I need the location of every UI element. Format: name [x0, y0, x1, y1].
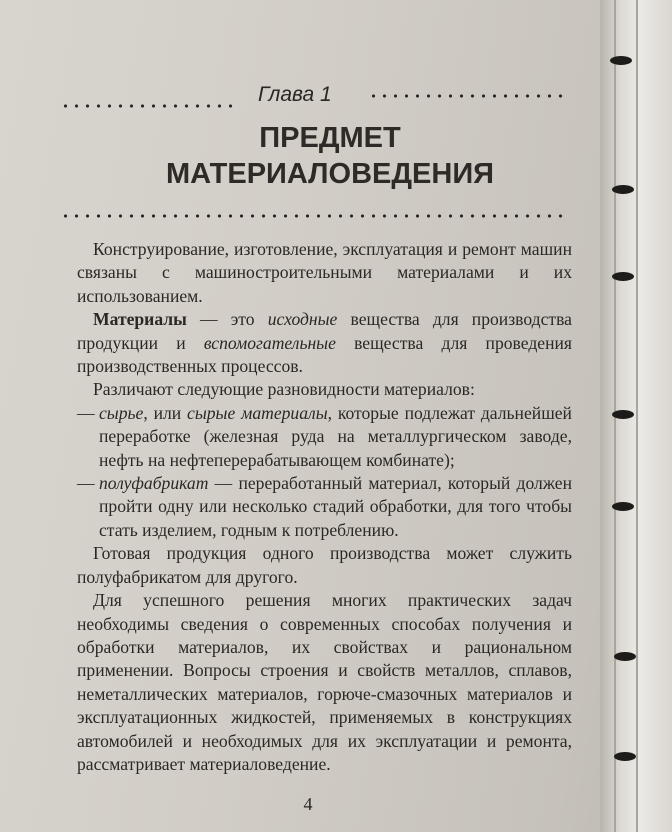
binding-hole [612, 502, 634, 511]
paragraph-definition [77, 308, 572, 378]
list-item [77, 402, 572, 472]
emphasis: вспомогательные [203, 332, 336, 353]
binding-hole [612, 410, 634, 419]
paragraph: Различают следующие разновидности материалов: [93, 379, 475, 400]
list-dash: — [77, 402, 95, 423]
chapter-title-line: ПРЕДМЕТ [259, 122, 401, 154]
header-dotted-rule-right [368, 94, 564, 98]
text-run: , которые подлежат дальнейшей переработке (железная руда на металлургическом заводе, нефть на нефтеперерабатывающем комбинате); [99, 402, 572, 470]
binding-hole [610, 56, 632, 65]
chapter-title [120, 120, 540, 192]
list-item [77, 472, 572, 542]
emphasis: сырые материалы [187, 402, 328, 423]
header-dotted-rule-left [60, 104, 240, 108]
text-run: , или [143, 402, 188, 423]
paragraph: Готовая продукция одного производства может служить полуфабрикатом для другого. [77, 543, 572, 587]
book-spine [600, 0, 672, 832]
paragraph: Для успешного решения многих практических задач необходимы сведения о современных способах получения и обработки материалов, их свойствах и рациональном применении. Вопросы строения и свойств металлов, сплавов, неметаллических материалов, горюче-смазочных материалов и эксплуатационных жидкостей, применяемых в конструкциях автомобилей и необходимых для их эксплуатации и ремонта, рассматривает материаловедение. [77, 590, 572, 774]
text-run: — переработанный материал, который должен пройти одну или несколько стадий обработки, для того чтобы стать изделием, годным к потреблению. [99, 473, 572, 540]
emphasis: полуфабрикат [99, 473, 209, 494]
chapter-title-line: МАТЕРИАЛОВЕДЕНИЯ [165, 158, 495, 190]
body-text [77, 238, 572, 776]
binding-hole [612, 185, 634, 194]
text-run: вещества для проведения производственных процессов. [77, 332, 572, 377]
text-run: — это [186, 309, 268, 330]
binding-hole [614, 652, 636, 661]
list-dash: — [77, 473, 95, 494]
emphasis: исходные [267, 309, 338, 330]
text-run: вещества для производства продукции и [77, 309, 572, 353]
title-dotted-rule-bottom [60, 214, 570, 218]
paragraph: Конструирование, изготовление, эксплуатация и ремонт машин связаны с машиностроительными материалами и их использованием. [77, 239, 572, 306]
page-number: 4 [303, 794, 313, 814]
chapter-label: Глава 1 [258, 83, 332, 106]
binding-hole [614, 752, 636, 761]
spine-edge-line [636, 0, 638, 832]
defined-term: Материалы [93, 309, 187, 330]
binding-hole [612, 272, 634, 281]
emphasis: сырье [99, 402, 144, 423]
